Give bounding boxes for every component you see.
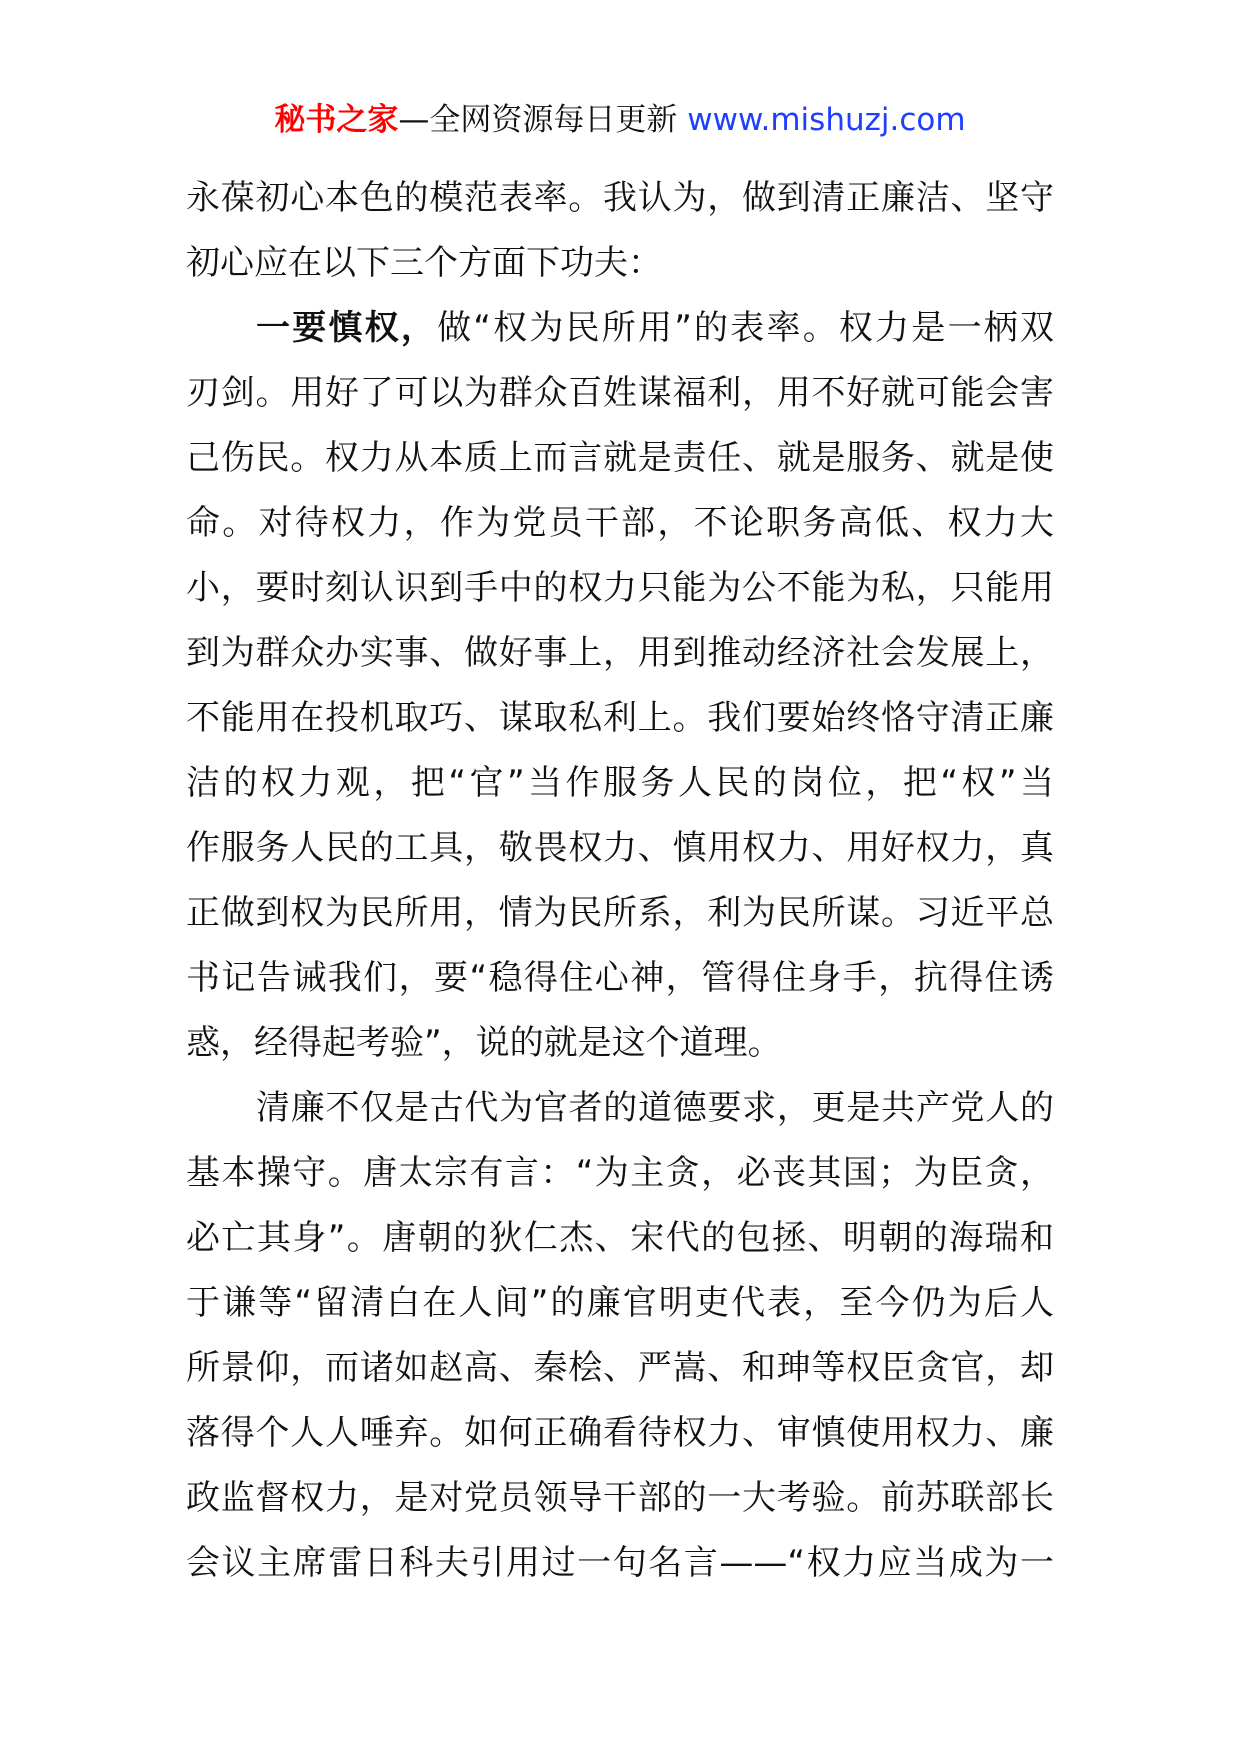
paragraph-lead-line xyxy=(186,296,1054,361)
body-line: 会议主席雷日科夫引用过一句名言——“权力应当成为一 xyxy=(186,1543,1054,1583)
body-line: 于谦等“留清白在人间”的廉官明吏代表，至今仍为后人 xyxy=(186,1283,1054,1323)
body-line: 所景仰，而诸如赵高、秦桧、严嵩、和珅等权臣贪官，却 xyxy=(186,1348,1054,1388)
body-line: 永葆初心本色的模范表率。我认为，做到清正廉洁、坚守 xyxy=(186,178,1054,218)
body-line: 洁的权力观，把“官”当作服务人民的岗位，把“权”当 xyxy=(186,763,1054,803)
body-line: 己伤民。权力从本质上而言就是责任、就是服务、就是使 xyxy=(186,438,1054,478)
header-tagline: —全网资源每日更新 xyxy=(398,102,678,138)
body-line: 书记告诫我们，要“稳得住心神，管得住身手，抗得住诱 xyxy=(186,958,1054,998)
body-line: 清廉不仅是古代为官者的道德要求，更是共产党人的 xyxy=(256,1088,1054,1128)
body-line: 命。对待权力，作为党员干部，不论职务高低、权力大 xyxy=(186,503,1054,543)
brand-name: 秘书之家 xyxy=(274,102,399,138)
body-line: 落得个人人唾弃。如何正确看待权力、审慎使用权力、廉 xyxy=(186,1413,1054,1453)
body-line: 作服务人民的工具，敬畏权力、慎用权力、用好权力，真 xyxy=(186,828,1054,868)
paragraph-lead-text: 做“权为民所用”的表率。权力是一柄双 xyxy=(437,308,1055,348)
body-line: 惑，经得起考验”，说的就是这个道理。 xyxy=(186,1023,782,1063)
body-line: 初心应在以下三个方面下功夫： xyxy=(186,243,662,283)
body-line: 必亡其身”。唐朝的狄仁杰、宋代的包拯、明朝的海瑞和 xyxy=(186,1218,1054,1258)
header-url[interactable]: www.mishuzj.com xyxy=(687,102,966,138)
paragraph-lead-heading: 一要慎权， xyxy=(256,308,438,348)
body-line: 刃剑。用好了可以为群众百姓谋福利，用不好就可能会害 xyxy=(186,373,1054,413)
body-line: 不能用在投机取巧、谋取私利上。我们要始终恪守清正廉 xyxy=(186,698,1054,738)
body-line: 到为群众办实事、做好事上，用到推动经济社会发展上， xyxy=(186,633,1054,673)
body-line: 基本操守。唐太宗有言：“为主贪，必丧其国；为臣贪， xyxy=(186,1153,1054,1193)
document-body xyxy=(186,166,1054,1596)
body-line: 政监督权力，是对党员领导干部的一大考验。前苏联部长 xyxy=(186,1478,1054,1518)
page-header xyxy=(0,100,1240,140)
body-line: 小，要时刻认识到手中的权力只能为公不能为私，只能用 xyxy=(186,568,1054,608)
body-line: 正做到权为民所用，情为民所系，利为民所谋。习近平总 xyxy=(186,893,1054,933)
